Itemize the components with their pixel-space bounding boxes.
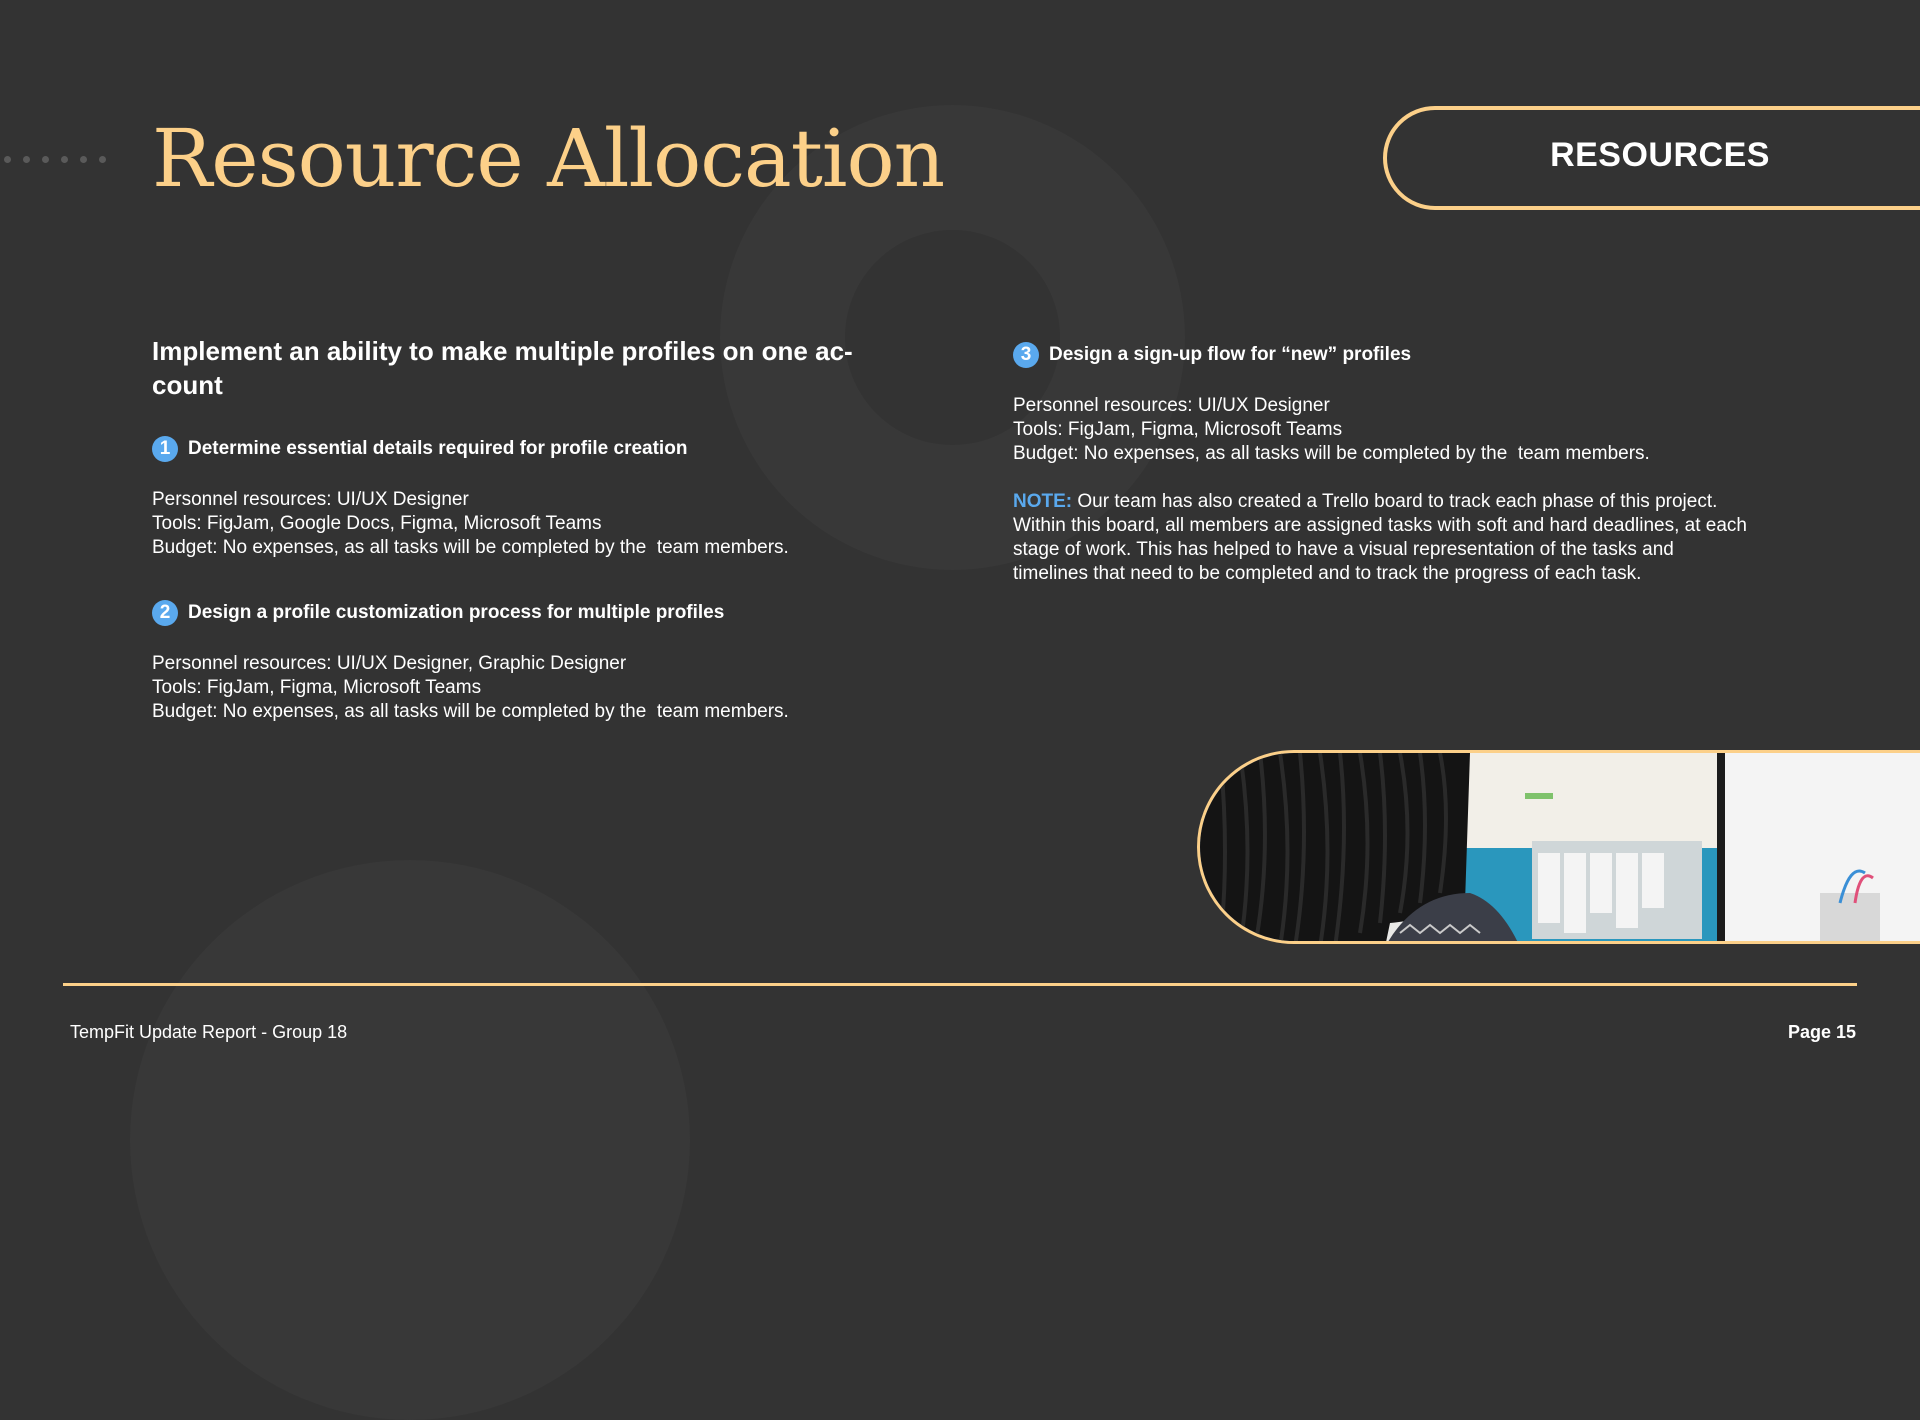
- step-block-2: [152, 600, 892, 724]
- budget-line: Budget: No expenses, as all tasks will be completed by the team members.: [152, 537, 789, 558]
- right-column: [1013, 342, 1773, 586]
- footer-report-title: TempFit Update Report - Group 18: [70, 1022, 348, 1042]
- tools-line: Tools: FigJam, Figma, Microsoft Teams: [1013, 419, 1343, 440]
- step-number-badge: 1: [152, 436, 178, 462]
- resources-tag-label: RESOURCES: [1550, 136, 1770, 174]
- step-title: Design a sign-up flow for “new” profiles: [1049, 344, 1412, 365]
- personnel-line: Personnel resources: UI/UX Designer: [152, 489, 469, 510]
- personnel-line: Personnel resources: UI/UX Designer: [1013, 395, 1330, 416]
- team-photo: [1197, 750, 1920, 944]
- section-heading-line-1: Implement an ability to make multiple profiles on one ac-: [152, 336, 853, 366]
- budget-line: Budget: No expenses, as all tasks will be completed by the team members.: [152, 701, 789, 722]
- tools-line: Tools: FigJam, Figma, Microsoft Teams: [152, 677, 482, 698]
- budget-line: Budget: No expenses, as all tasks will be completed by the team members.: [1013, 443, 1650, 464]
- page-title: Resource Allocation: [152, 112, 945, 205]
- step-number-badge: 2: [152, 600, 178, 626]
- step-title: Determine essential details required for profile creation: [188, 438, 688, 459]
- decorative-dots: [4, 156, 106, 163]
- step-title: Design a profile customization process for multiple profiles: [188, 602, 725, 623]
- footer-page-number: Page 15: [1787, 1022, 1856, 1042]
- step-block-3: [1013, 342, 1773, 466]
- note-text: Our team has also created a Trello board to track each phase of this project. Within this board, all members are assigned tasks with soft and hard deadlines, at each stage of work. This has helped to have a visual representation of the tasks and timelines that need to be completed and to track the progress of each task.: [1013, 491, 1747, 584]
- note-paragraph: [1013, 490, 1753, 586]
- section-heading-line-2: count: [152, 370, 223, 400]
- step-number-badge: 3: [1013, 342, 1039, 368]
- team-photo-illustration: [1200, 753, 1920, 944]
- step-block-1: [152, 436, 892, 560]
- background-body-shape: [130, 860, 690, 1420]
- note-label: NOTE:: [1013, 491, 1073, 512]
- section-heading: [152, 334, 892, 402]
- personnel-line: Personnel resources: UI/UX Designer, Graphic Designer: [152, 653, 627, 674]
- left-column: [152, 334, 892, 724]
- tools-line: Tools: FigJam, Google Docs, Figma, Microsoft Teams: [152, 513, 602, 534]
- footer-divider: [63, 983, 1857, 986]
